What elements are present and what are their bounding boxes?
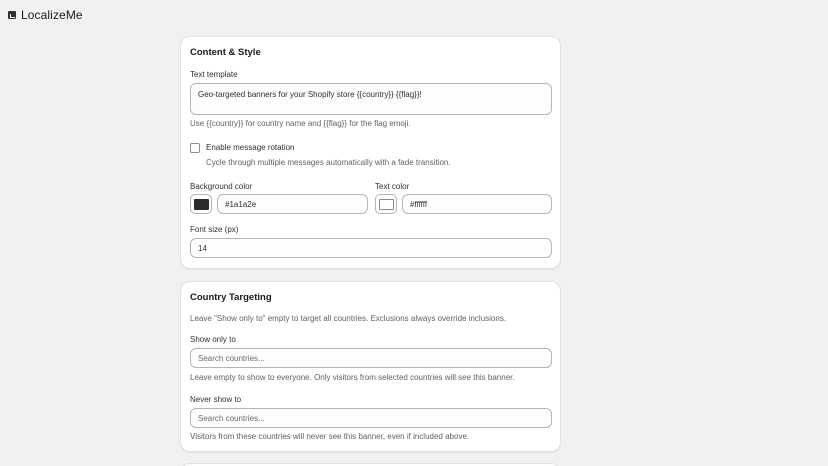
text-template-input[interactable]: Geo-targeted banners for your Shopify store {{country}} {{flag}}! [190,83,552,115]
country-targeting-intro: Leave "Show only to" empty to target all countries. Exclusions always override inclusions. [190,314,507,323]
message-rotation-help: Cycle through multiple messages automatically with a fade transition. [206,158,451,167]
text-template-label: Text template [190,70,238,79]
text-color-input[interactable]: #ffffff [402,194,552,214]
never-show-label: Never show to [190,395,242,404]
show-only-help: Leave empty to show to everyone. Only visitors from selected countries will see this banner. [190,373,515,382]
background-color-input[interactable]: #1a1a2e [217,194,368,214]
app-header [8,7,83,23]
background-color-swatch-button[interactable] [190,194,212,214]
background-color-label: Background color [190,182,253,191]
never-show-help: Visitors from these countries will never see this banner, even if included above. [190,432,470,441]
message-rotation-checkbox[interactable] [190,143,200,153]
background-color-swatch [194,199,209,210]
app-title: LocalizeMe [21,8,83,22]
font-size-input[interactable]: 14 [190,238,552,258]
text-color-swatch-button[interactable] [375,194,397,214]
text-template-help: Use {{country}} for country name and {{flag}} for the flag emoji. [190,119,411,128]
show-only-search-input[interactable]: Search countries... [190,348,552,368]
content-style-title: Content & Style [190,47,261,58]
font-size-label: Font size (px) [190,225,239,234]
country-targeting-title: Country Targeting [190,292,272,303]
app-logo-icon [8,11,16,19]
show-only-label: Show only to [190,335,236,344]
country-targeting-card [180,281,561,452]
content-style-card [180,36,561,269]
never-show-search-input[interactable]: Search countries... [190,408,552,428]
message-rotation-label[interactable]: Enable message rotation [206,143,295,152]
text-color-swatch [379,199,394,210]
text-color-label: Text color [375,182,410,191]
